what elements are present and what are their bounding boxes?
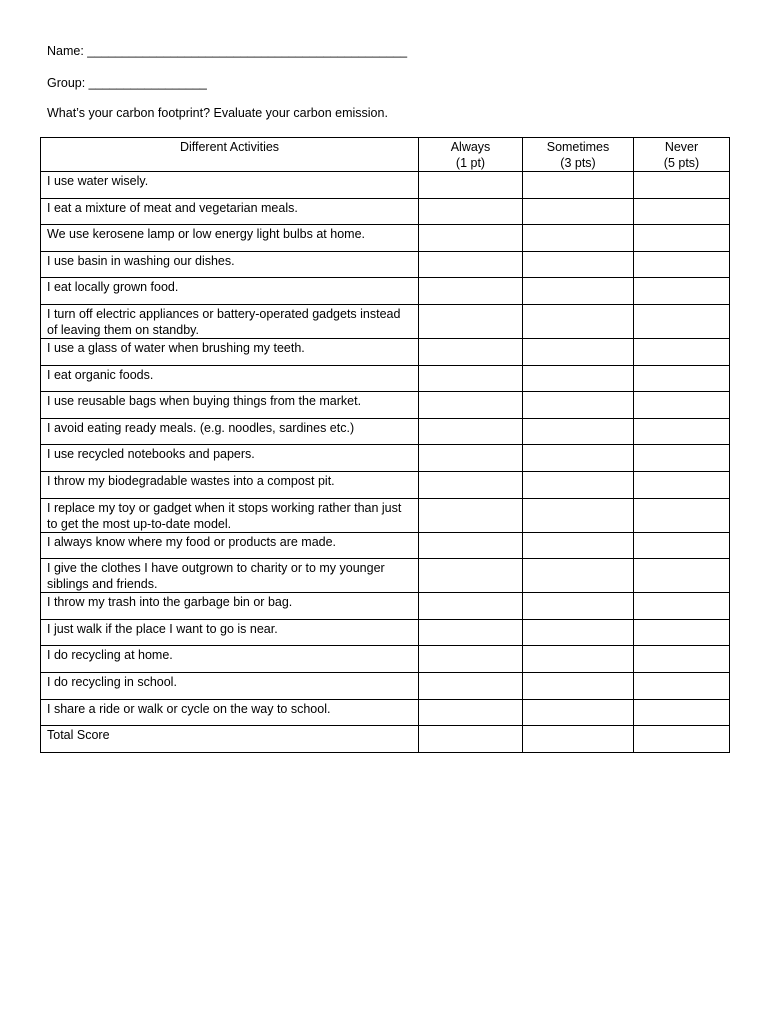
never-cell[interactable] xyxy=(634,225,730,252)
activity-cell: I throw my biodegradable wastes into a compost pit. xyxy=(41,471,419,498)
never-cell[interactable] xyxy=(634,251,730,278)
always-cell[interactable] xyxy=(419,699,523,726)
never-cell[interactable] xyxy=(634,172,730,199)
group-field-label[interactable]: Group: _________________ xyxy=(47,76,207,90)
always-cell[interactable] xyxy=(419,672,523,699)
never-cell[interactable] xyxy=(634,593,730,620)
always-cell[interactable] xyxy=(419,646,523,673)
table-row xyxy=(41,198,730,225)
sometimes-cell[interactable] xyxy=(523,338,634,365)
sometimes-cell[interactable] xyxy=(523,172,634,199)
activity-cell: I do recycling in school. xyxy=(41,672,419,699)
never-cell[interactable] xyxy=(634,365,730,392)
never-cell[interactable] xyxy=(634,198,730,225)
activity-cell: I use basin in washing our dishes. xyxy=(41,251,419,278)
sometimes-cell[interactable] xyxy=(523,225,634,252)
table-row xyxy=(41,672,730,699)
never-cell[interactable] xyxy=(634,619,730,646)
header-sometimes: Sometimes (3 pts) xyxy=(523,138,634,172)
sometimes-cell[interactable] xyxy=(523,532,634,559)
table-row xyxy=(41,699,730,726)
always-cell[interactable] xyxy=(419,593,523,620)
activity-cell: I use reusable bags when buying things from the market. xyxy=(41,392,419,419)
total-score-label: Total Score xyxy=(41,726,419,753)
activity-cell: We use kerosene lamp or low energy light bulbs at home. xyxy=(41,225,419,252)
table-row xyxy=(41,593,730,620)
never-cell[interactable] xyxy=(634,646,730,673)
sometimes-cell[interactable] xyxy=(523,304,634,338)
table-row xyxy=(41,251,730,278)
never-cell[interactable] xyxy=(634,726,730,753)
sometimes-cell[interactable] xyxy=(523,646,634,673)
table-row xyxy=(41,646,730,673)
table-row xyxy=(41,532,730,559)
table-header-row xyxy=(41,138,730,172)
never-cell[interactable] xyxy=(634,338,730,365)
sometimes-cell[interactable] xyxy=(523,619,634,646)
never-cell[interactable] xyxy=(634,418,730,445)
activity-cell: I eat a mixture of meat and vegetarian meals. xyxy=(41,198,419,225)
sometimes-cell[interactable] xyxy=(523,251,634,278)
sometimes-cell[interactable] xyxy=(523,471,634,498)
sometimes-cell[interactable] xyxy=(523,392,634,419)
sometimes-cell[interactable] xyxy=(523,445,634,472)
sometimes-cell[interactable] xyxy=(523,418,634,445)
always-cell[interactable] xyxy=(419,445,523,472)
sometimes-cell[interactable] xyxy=(523,198,634,225)
header-activities: Different Activities xyxy=(41,138,419,172)
sometimes-cell[interactable] xyxy=(523,699,634,726)
never-cell[interactable] xyxy=(634,498,730,532)
table-row xyxy=(41,726,730,753)
sometimes-cell[interactable] xyxy=(523,365,634,392)
activity-cell: I use water wisely. xyxy=(41,172,419,199)
always-cell[interactable] xyxy=(419,418,523,445)
always-cell[interactable] xyxy=(419,304,523,338)
activity-cell: I throw my trash into the garbage bin or bag. xyxy=(41,593,419,620)
table-row xyxy=(41,172,730,199)
carbon-footprint-table xyxy=(40,137,730,753)
activity-cell: I replace my toy or gadget when it stops working rather than just to get the most up-to-date model. xyxy=(41,498,419,532)
instructions-text: What’s your carbon footprint? Evaluate your carbon emission. xyxy=(47,106,388,120)
always-cell[interactable] xyxy=(419,498,523,532)
sometimes-cell[interactable] xyxy=(523,593,634,620)
table-row xyxy=(41,559,730,593)
never-cell[interactable] xyxy=(634,699,730,726)
always-cell[interactable] xyxy=(419,392,523,419)
always-cell[interactable] xyxy=(419,251,523,278)
always-cell[interactable] xyxy=(419,365,523,392)
sometimes-cell[interactable] xyxy=(523,278,634,305)
activity-cell: I always know where my food or products are made. xyxy=(41,532,419,559)
table-row xyxy=(41,338,730,365)
table-row xyxy=(41,445,730,472)
always-cell[interactable] xyxy=(419,532,523,559)
never-cell[interactable] xyxy=(634,532,730,559)
sometimes-cell[interactable] xyxy=(523,559,634,593)
never-cell[interactable] xyxy=(634,672,730,699)
sometimes-cell[interactable] xyxy=(523,672,634,699)
table-row xyxy=(41,365,730,392)
activity-cell: I use a glass of water when brushing my teeth. xyxy=(41,338,419,365)
always-cell[interactable] xyxy=(419,225,523,252)
never-cell[interactable] xyxy=(634,559,730,593)
never-cell[interactable] xyxy=(634,445,730,472)
activity-cell: I eat organic foods. xyxy=(41,365,419,392)
never-cell[interactable] xyxy=(634,278,730,305)
activity-cell: I eat locally grown food. xyxy=(41,278,419,305)
activity-cell: I just walk if the place I want to go is near. xyxy=(41,619,419,646)
always-cell[interactable] xyxy=(419,726,523,753)
table-row xyxy=(41,392,730,419)
activity-cell: I use recycled notebooks and papers. xyxy=(41,445,419,472)
never-cell[interactable] xyxy=(634,471,730,498)
always-cell[interactable] xyxy=(419,338,523,365)
always-cell[interactable] xyxy=(419,172,523,199)
table-row xyxy=(41,304,730,338)
table-row xyxy=(41,418,730,445)
sometimes-cell[interactable] xyxy=(523,726,634,753)
never-cell[interactable] xyxy=(634,392,730,419)
name-field-label[interactable]: Name: ______________________________________________ xyxy=(47,44,408,58)
activity-cell: I turn off electric appliances or battery-operated gadgets instead of leaving them on standby. xyxy=(41,304,419,338)
table-row xyxy=(41,278,730,305)
always-cell[interactable] xyxy=(419,471,523,498)
table-row xyxy=(41,498,730,532)
header-always: Always (1 pt) xyxy=(419,138,523,172)
activity-cell: I do recycling at home. xyxy=(41,646,419,673)
header-never: Never (5 pts) xyxy=(634,138,730,172)
table-row xyxy=(41,619,730,646)
table-row xyxy=(41,225,730,252)
always-cell[interactable] xyxy=(419,198,523,225)
activity-cell: I share a ride or walk or cycle on the way to school. xyxy=(41,699,419,726)
activity-cell: I give the clothes I have outgrown to charity or to my younger siblings and friends. xyxy=(41,559,419,593)
always-cell[interactable] xyxy=(419,278,523,305)
never-cell[interactable] xyxy=(634,304,730,338)
always-cell[interactable] xyxy=(419,619,523,646)
always-cell[interactable] xyxy=(419,559,523,593)
sometimes-cell[interactable] xyxy=(523,498,634,532)
activity-cell: I avoid eating ready meals. (e.g. noodles, sardines etc.) xyxy=(41,418,419,445)
table-row xyxy=(41,471,730,498)
